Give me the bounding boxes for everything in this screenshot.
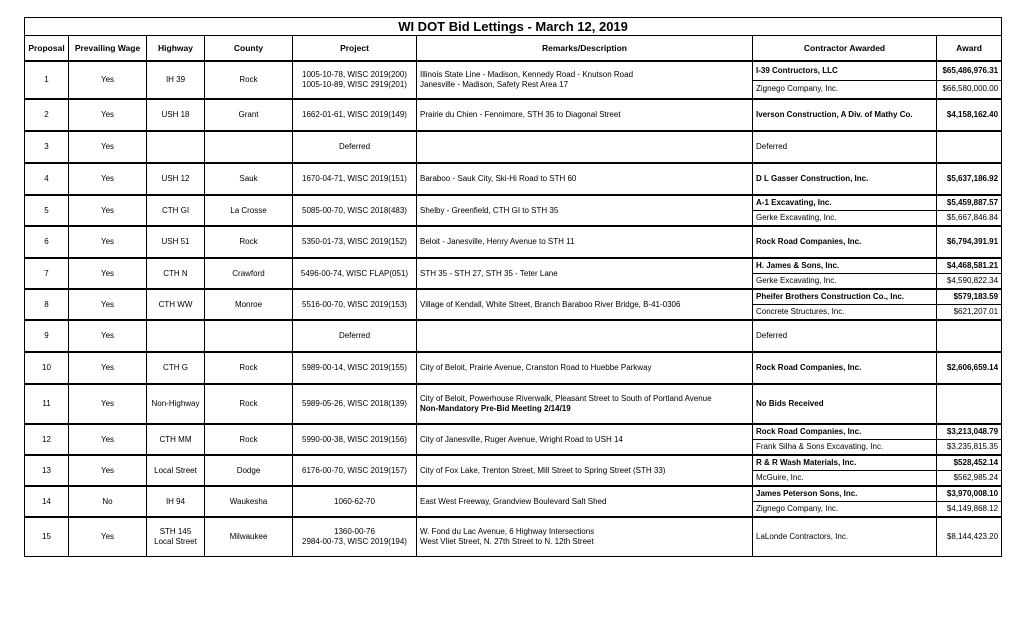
award-amount: $6,794,391.91 [937,226,1002,258]
project-line: 1360-00-76 [334,527,375,537]
project: 5990-00-38, WISC 2019(156) [293,424,417,455]
proposal-number: 1 [25,61,69,99]
project: 5350-01-73, WISC 2019(152) [293,226,417,258]
table-row [25,384,1002,424]
table-row [25,195,1002,211]
prevailing-wage: Yes [69,131,147,163]
remarks: Beloit - Janesville, Henry Avenue to STH 11 [417,226,753,258]
award-amount [937,384,1002,424]
proposal-number: 9 [25,320,69,352]
contractor-bidder: Zignego Company, Inc. [753,80,937,99]
award-amount: $8,144,423.20 [937,517,1002,557]
county [205,320,293,352]
project: 6176-00-70, WISC 2019(157) [293,455,417,486]
project-line: 1005-10-78, WISC 2019(200) [302,70,407,80]
county: Rock [205,352,293,384]
contractor-awarded: Deferred [753,131,937,163]
highway: CTH GI [147,195,205,226]
award-amount: $579,183.59 [937,289,1002,305]
county: Crawford [205,258,293,289]
table-row [25,424,1002,440]
county: Rock [205,61,293,99]
bid-amount: $4,590,822.34 [937,274,1002,290]
highway: USH 18 [147,99,205,131]
highway [147,131,205,163]
proposal-number: 12 [25,424,69,455]
highway: USH 51 [147,226,205,258]
project: 5989-05-26, WISC 2018(139) [293,384,417,424]
proposal-number: 6 [25,226,69,258]
prevailing-wage: Yes [69,163,147,195]
county [205,131,293,163]
prevailing-wage: Yes [69,424,147,455]
bid-table [24,17,1002,557]
proposal-number: 14 [25,486,69,517]
remarks-line-bold: Non-Mandatory Pre-Bid Meeting 2/14/19 [420,404,571,413]
proposal-number: 7 [25,258,69,289]
prevailing-wage: Yes [69,226,147,258]
remarks: Prairie du Chien - Fennimore, STH 35 to Diagonal Street [417,99,753,131]
highway: CTH MM [147,424,205,455]
table-row [25,517,1002,557]
remarks: Shelby - Greenfield, CTH GI to STH 35 [417,195,753,226]
highway [147,517,205,557]
prevailing-wage: Yes [69,320,147,352]
highway: CTH WW [147,289,205,320]
contractor-awarded: Iverson Construction, A Div. of Mathy Co. [753,99,937,131]
highway: Local Street [147,455,205,486]
col-header-highway: Highway [147,36,205,62]
project: 1662-01-61, WISC 2019(149) [293,99,417,131]
remarks: City of Fox Lake, Trenton Street, Mill Street to Spring Street (STH 33) [417,455,753,486]
remarks: City of Beloit, Prairie Avenue, Cranston Road to Huebbe Parkway [417,352,753,384]
award-amount: $5,459,887.57 [937,195,1002,211]
award-amount [937,131,1002,163]
county: Milwaukee [205,517,293,557]
highway: Non-Highway [147,384,205,424]
table-row [25,131,1002,163]
county: La Crosse [205,195,293,226]
proposal-number: 2 [25,99,69,131]
table-row [25,163,1002,195]
proposal-number: 15 [25,517,69,557]
contractor-awarded: No Bids Received [753,384,937,424]
highway: IH 94 [147,486,205,517]
table-row [25,486,1002,502]
contractor-bidder: McGuire, Inc. [753,471,937,487]
contractor-bidder: Gerke Excavating, Inc. [753,211,937,227]
project: 5496-00-74, WISC FLAP(051) [293,258,417,289]
col-header-remarks: Remarks/Description [417,36,753,62]
remarks [417,61,753,99]
project [293,61,417,99]
bid-amount: $5,667,846.84 [937,211,1002,227]
prevailing-wage: No [69,486,147,517]
county: Rock [205,424,293,455]
project: 1670-04-71, WISC 2019(151) [293,163,417,195]
contractor-bidder: Frank Silha & Sons Excavating, Inc. [753,440,937,456]
county: Rock [205,226,293,258]
header-row [25,36,1002,62]
col-header-proposal: Proposal [25,36,69,62]
award-amount: $3,213,048.79 [937,424,1002,440]
contractor-awarded: D L Gasser Construction, Inc. [753,163,937,195]
contractor-awarded: Deferred [753,320,937,352]
highway: IH 39 [147,61,205,99]
contractor-bidder: Zignego Company, Inc. [753,502,937,518]
project: Deferred [293,320,417,352]
contractor-awarded: A-1 Excavating, Inc. [753,195,937,211]
project: 1060-62-70 [293,486,417,517]
county: Waukesha [205,486,293,517]
col-header-contractor: Contractor Awarded [753,36,937,62]
bid-amount: $4,149,868.12 [937,502,1002,518]
county: Sauk [205,163,293,195]
highway: CTH N [147,258,205,289]
remarks: Baraboo - Sauk City, Ski-Hi Road to STH 60 [417,163,753,195]
highway-line: STH 145 [159,527,192,537]
award-amount: $4,468,581.21 [937,258,1002,274]
remarks: East West Freeway, Grandview Boulevard Salt Shed [417,486,753,517]
col-header-award: Award [937,36,1002,62]
project-line: 2984-00-73, WISC 2019(194) [302,537,407,546]
proposal-number: 10 [25,352,69,384]
remarks [417,131,753,163]
remarks-line: Janesville - Madison, Safety Rest Area 17 [420,80,569,89]
table-row [25,226,1002,258]
contractor-awarded: Rock Road Companies, Inc. [753,226,937,258]
bid-amount: $621,207.01 [937,305,1002,321]
table-row [25,258,1002,274]
award-amount: $65,486,976.31 [937,61,1002,80]
highway-line: Local Street [154,537,197,546]
bid-amount: $562,985.24 [937,471,1002,487]
contractor-awarded: Rock Road Companies, Inc. [753,352,937,384]
award-amount: $528,452.14 [937,455,1002,471]
proposal-number: 13 [25,455,69,486]
remarks [417,384,753,424]
prevailing-wage: Yes [69,195,147,226]
county: Grant [205,99,293,131]
prevailing-wage: Yes [69,289,147,320]
remarks [417,320,753,352]
remarks: STH 35 - STH 27, STH 35 - Teter Lane [417,258,753,289]
prevailing-wage: Yes [69,352,147,384]
project: 5989-00-14, WISC 2019(155) [293,352,417,384]
award-amount: $4,158,162.40 [937,99,1002,131]
highway: USH 12 [147,163,205,195]
prevailing-wage: Yes [69,61,147,99]
remarks-line: West Vliet Street, N. 27th Street to N. 12th Street [420,537,594,546]
col-header-county: County [205,36,293,62]
award-amount: $2,606,659.14 [937,352,1002,384]
prevailing-wage: Yes [69,455,147,486]
contractor-awarded: H. James & Sons, Inc. [753,258,937,274]
col-header-project: Project [293,36,417,62]
contractor-awarded: James Peterson Sons, Inc. [753,486,937,502]
proposal-number: 4 [25,163,69,195]
contractor-awarded: LaLonde Contractors, Inc. [753,517,937,557]
prevailing-wage: Yes [69,258,147,289]
remarks-line: Illinois State Line - Madison, Kennedy Road - Knutson Road [420,70,634,80]
table-row [25,289,1002,305]
bid-lettings-sheet [24,17,1001,557]
proposal-number: 3 [25,131,69,163]
table-row [25,61,1002,80]
remarks: Village of Kendall, White Street, Branch Baraboo River Bridge, B-41-0306 [417,289,753,320]
contractor-bidder: Gerke Excavating, Inc. [753,274,937,290]
award-amount [937,320,1002,352]
table-row [25,99,1002,131]
bid-amount: $3,235,815.35 [937,440,1002,456]
remarks-line: W. Fond du Lac Avenue, 6 Highway Intersections [420,527,595,537]
contractor-awarded: I-39 Contructors, LLC [753,61,937,80]
remarks [417,517,753,557]
contractor-awarded: R & R Wash Materials, Inc. [753,455,937,471]
county: Rock [205,384,293,424]
prevailing-wage: Yes [69,517,147,557]
project-line: 1005-10-89, WISC 2919(201) [302,80,407,89]
table-row [25,320,1002,352]
county: Monroe [205,289,293,320]
page-title: WI DOT Bid Lettings - March 12, 2019 [25,18,1002,36]
county: Dodge [205,455,293,486]
remarks: City of Janesville, Ruger Avenue, Wright Road to USH 14 [417,424,753,455]
prevailing-wage: Yes [69,99,147,131]
proposal-number: 8 [25,289,69,320]
contractor-bidder: Concrete Structures, Inc. [753,305,937,321]
award-amount: $3,970,008.10 [937,486,1002,502]
prevailing-wage: Yes [69,384,147,424]
bid-amount: $66,580,000.00 [937,80,1002,99]
project: 5516-00-70, WISC 2019(153) [293,289,417,320]
project: 5085-00-70, WISC 2018(483) [293,195,417,226]
project: Deferred [293,131,417,163]
table-row [25,455,1002,471]
highway: CTH G [147,352,205,384]
col-header-prevailing-wage: Prevailing Wage [69,36,147,62]
contractor-awarded: Rock Road Companies, Inc. [753,424,937,440]
table-row [25,352,1002,384]
proposal-number: 11 [25,384,69,424]
proposal-number: 5 [25,195,69,226]
project [293,517,417,557]
contractor-awarded: Pheifer Brothers Construction Co., Inc. [753,289,937,305]
remarks-line: City of Beloit, Powerhouse Riverwalk, Pleasant Street to South of Portland Avenue [420,394,712,404]
award-amount: $5,637,186.92 [937,163,1002,195]
highway [147,320,205,352]
